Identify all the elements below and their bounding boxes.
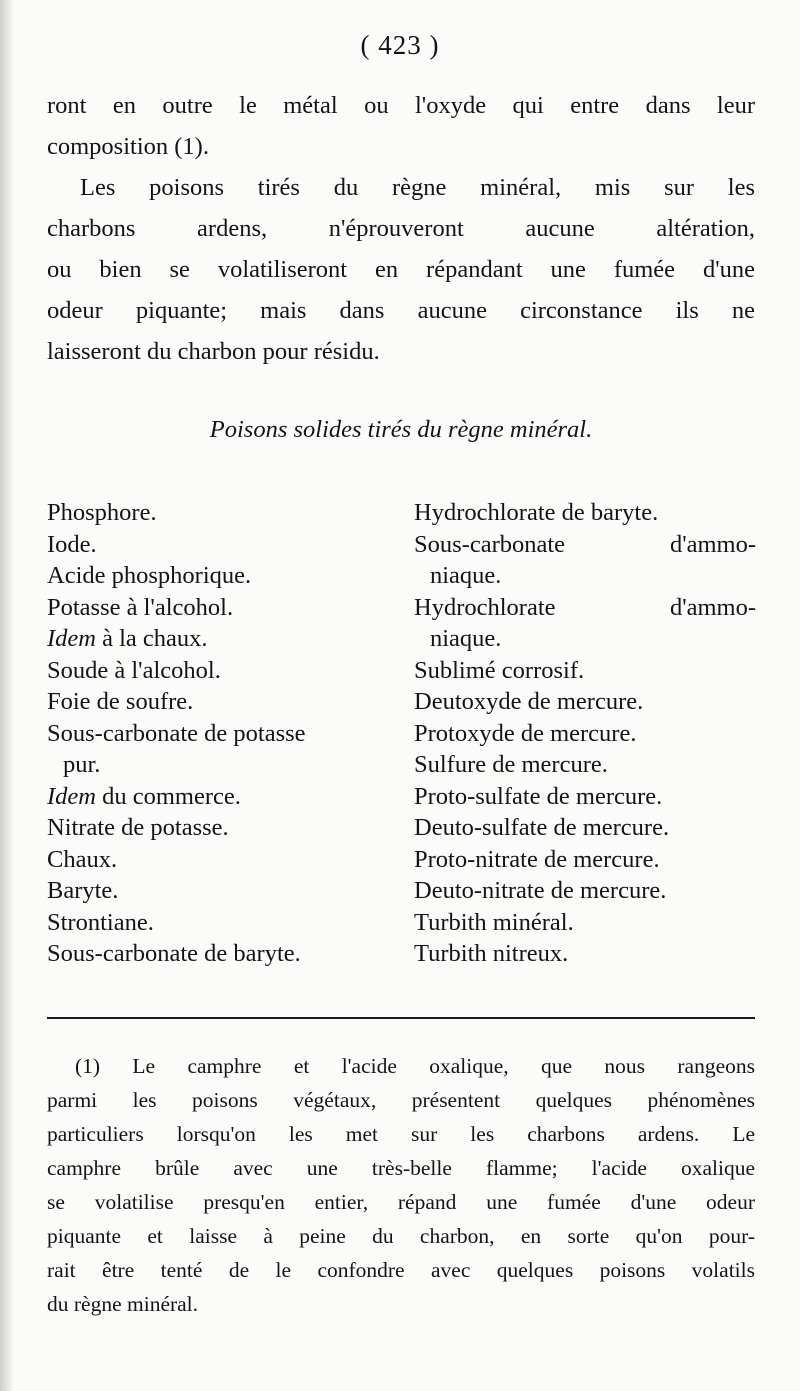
footnote-line: piquante et laisse à peine du charbon, en sorte qu'on pour- xyxy=(47,1224,755,1248)
paragraph-1 xyxy=(47,85,755,167)
poison-list-item xyxy=(47,844,397,876)
poison-list-item xyxy=(47,812,397,844)
poison-list-item: Hydrochlorate de baryte. xyxy=(414,499,659,526)
poison-name: Sous-carbonate de potasse xyxy=(47,719,306,747)
poison-list-item xyxy=(47,592,397,624)
poison-name: Phosphore. xyxy=(47,499,157,526)
poison-list-item xyxy=(47,623,397,655)
poison-list-item xyxy=(47,749,397,781)
poison-name-part: d'ammo- xyxy=(669,530,756,558)
footnote-divider xyxy=(47,1017,755,1019)
poison-list-item xyxy=(47,497,397,529)
poison-name-part: Hydrochlorate xyxy=(414,593,556,621)
page-edge-shadow xyxy=(0,0,14,1391)
poison-name: pur. xyxy=(63,751,101,778)
text-line: odeur piquante; mais dans aucune circonstance ils ne xyxy=(47,297,755,324)
text-line: Les poisons tirés du règne minéral, mis sur les xyxy=(80,174,755,201)
idem-label: Idem xyxy=(47,625,96,652)
footnote-line: camphre brûle avec une très-belle flamme; l'acide oxalique xyxy=(47,1156,755,1180)
poison-name: Acide phosphorique. xyxy=(47,562,252,589)
poison-list-item: niaque. xyxy=(430,562,502,589)
section-heading: Poisons solides tirés du règne minéral. xyxy=(209,416,593,443)
poison-list-item: Turbith nitreux. xyxy=(414,940,569,967)
poison-name: Iode. xyxy=(47,530,97,558)
poison-list-item: Proto-nitrate de mercure. xyxy=(414,845,660,873)
poison-name: Soude à l'alcohol. xyxy=(47,656,221,684)
poison-list-item xyxy=(47,686,397,718)
poison-list-item xyxy=(47,781,397,813)
text-line: charbons ardens, n'éprouveront aucune altération, xyxy=(47,215,755,242)
poison-list-item: Sulfure de mercure. xyxy=(414,751,608,778)
poison-list-item: Protoxyde de mercure. xyxy=(414,719,637,747)
poison-list-item xyxy=(47,907,397,939)
footnote-line: (1) Le camphre et l'acide oxalique, que nous rangeons xyxy=(75,1054,755,1078)
poison-list-item xyxy=(47,938,397,970)
poison-list-item xyxy=(414,592,756,624)
poison-list-item: Sublimé corrosif. xyxy=(414,656,585,684)
text-line: ront en outre le métal ou l'oxyde qui entre dans leur xyxy=(47,92,755,119)
page-number: ( 423 ) xyxy=(360,30,440,60)
poison-list-left xyxy=(47,497,397,970)
poison-list-item xyxy=(47,875,397,907)
poison-name: du commerce. xyxy=(95,782,241,810)
paragraph-2 xyxy=(47,167,755,208)
poison-name: Potasse à l'alcohol. xyxy=(47,593,234,621)
poison-name-part: d'ammo- xyxy=(669,593,756,621)
poison-list-item: Deuto-nitrate de mercure. xyxy=(414,877,667,904)
poison-list-item: Turbith minéral. xyxy=(414,908,574,936)
poison-list-right xyxy=(414,497,756,970)
poison-list-item: Proto-sulfate de mercure. xyxy=(414,782,663,810)
poison-name: à la chaux. xyxy=(95,625,208,652)
poison-list-item xyxy=(47,718,397,750)
poison-list-item: niaque. xyxy=(430,625,502,652)
footnote-line: rait être tenté de le confondre avec quelques poisons volatils xyxy=(47,1258,755,1282)
idem-label: Idem xyxy=(47,782,96,810)
footnote xyxy=(47,1049,755,1321)
poison-name: Foie de soufre. xyxy=(47,688,194,715)
poison-list-item xyxy=(47,655,397,687)
poison-list-item: Deuto-sulfate de mercure. xyxy=(414,814,670,841)
footnote-line: particuliers lorsqu'on les met sur les charbons ardens. Le xyxy=(47,1122,755,1146)
poison-name: Strontiane. xyxy=(47,908,154,936)
poison-name: Baryte. xyxy=(47,877,119,904)
poison-name: Sous-carbonate de baryte. xyxy=(47,940,301,967)
poison-list-item xyxy=(47,529,397,561)
poison-name: Nitrate de potasse. xyxy=(47,814,229,841)
poison-list-item xyxy=(414,529,756,561)
poison-name-part: Sous-carbonate xyxy=(414,530,566,558)
paragraph-2-cont xyxy=(47,208,755,372)
main-text xyxy=(47,85,755,372)
footnote-line: se volatilise presqu'en entier, répand une fumée d'une odeur xyxy=(47,1190,755,1214)
poison-list-item xyxy=(47,560,397,592)
text-line: ou bien se volatiliseront en répandant une fumée d'une xyxy=(47,256,755,283)
footnote-line: du règne minéral. xyxy=(47,1292,199,1316)
text-line: laisseront du charbon pour résidu. xyxy=(47,338,380,365)
text-line: composition (1). xyxy=(47,133,209,160)
poison-list-item: Deutoxyde de mercure. xyxy=(414,688,644,715)
poison-name: Chaux. xyxy=(47,845,118,873)
footnote-line: parmi les poisons végétaux, présentent quelques phénomènes xyxy=(47,1088,755,1112)
